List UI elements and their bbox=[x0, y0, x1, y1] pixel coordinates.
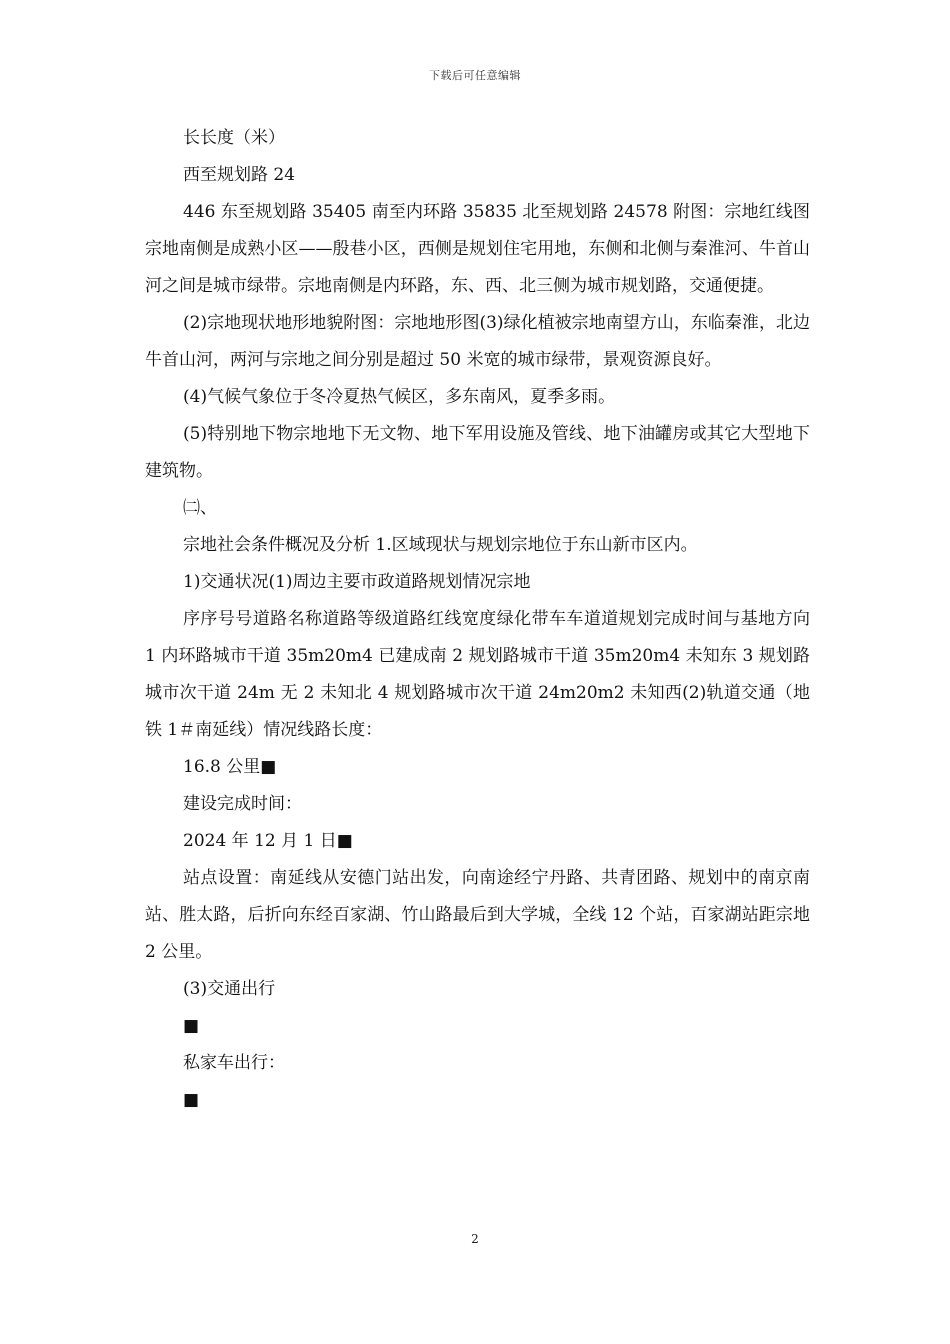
paragraph: 私家车出行： bbox=[183, 1053, 285, 1073]
paragraph: 16.8 公里■ bbox=[183, 757, 277, 777]
paragraph: 宗地社会条件概况及分析 1.区域现状与规划宗地位于东山新市区内。 bbox=[183, 535, 698, 555]
paragraph: 长长度（米） bbox=[183, 128, 285, 148]
paragraph: 2024 年 12 月 1 日■ bbox=[183, 831, 353, 851]
paragraph: (5)特别地下物宗地地下无文物、地下军用设施及管线、地下油罐房或其它大型地下建筑物。 bbox=[145, 424, 810, 481]
paragraph: (4)气候气象位于冬冷夏热气候区，多东南风，夏季多雨。 bbox=[183, 387, 616, 407]
page-header: 下载后可任意编辑 bbox=[429, 69, 521, 82]
paragraph: ㈡、 bbox=[183, 498, 217, 518]
paragraph: ■ bbox=[183, 1090, 200, 1110]
paragraph: 序序号号道路名称道路等级道路红线宽度绿化带车车道道规划完成时间与基地方向 1 内环路城市干道 35m20m4 已建成南 2 规划路城市干道 35m20m4 未知东 3 规划路城市次干道 24m 无 2 未知北 4 规划路城市次干道 24m20m2 未知西(2)轨道交通（地铁 1＃南延线）情况线路长度： bbox=[145, 609, 810, 740]
paragraph: (3)交通出行 bbox=[183, 979, 276, 999]
paragraph: 446 东至规划路 35405 南至内环路 35835 北至规划路 24578 附图：宗地红线图宗地南侧是成熟小区——殷巷小区，西侧是规划住宅用地，东侧和北侧与秦淮河、牛首山河之间是城市绿带。宗地南侧是内环路，东、西、北三侧为城市规划路，交通便捷。 bbox=[145, 202, 810, 296]
paragraph: 站点设置：南延线从安德门站出发，向南途经宁丹路、共青团路、规划中的南京南站、胜太路，后折向东经百家湖、竹山路最后到大学城，全线 12 个站，百家湖站距宗地 2 公里。 bbox=[145, 868, 810, 962]
paragraph: 1)交通状况(1)周边主要市政道路规划情况宗地 bbox=[183, 572, 531, 592]
paragraph: ■ bbox=[183, 1016, 200, 1036]
paragraph: 建设完成时间： bbox=[183, 794, 302, 814]
document-body bbox=[145, 120, 810, 1119]
page-number: 2 bbox=[471, 1232, 479, 1246]
paragraph: 西至规划路 24 bbox=[183, 165, 296, 185]
paragraph: (2)宗地现状地形地貌附图：宗地地形图(3)绿化植被宗地南望方山，东临秦淮，北边牛首山河，两河与宗地之间分别是超过 50 米宽的城市绿带，景观资源良好。 bbox=[145, 313, 810, 370]
